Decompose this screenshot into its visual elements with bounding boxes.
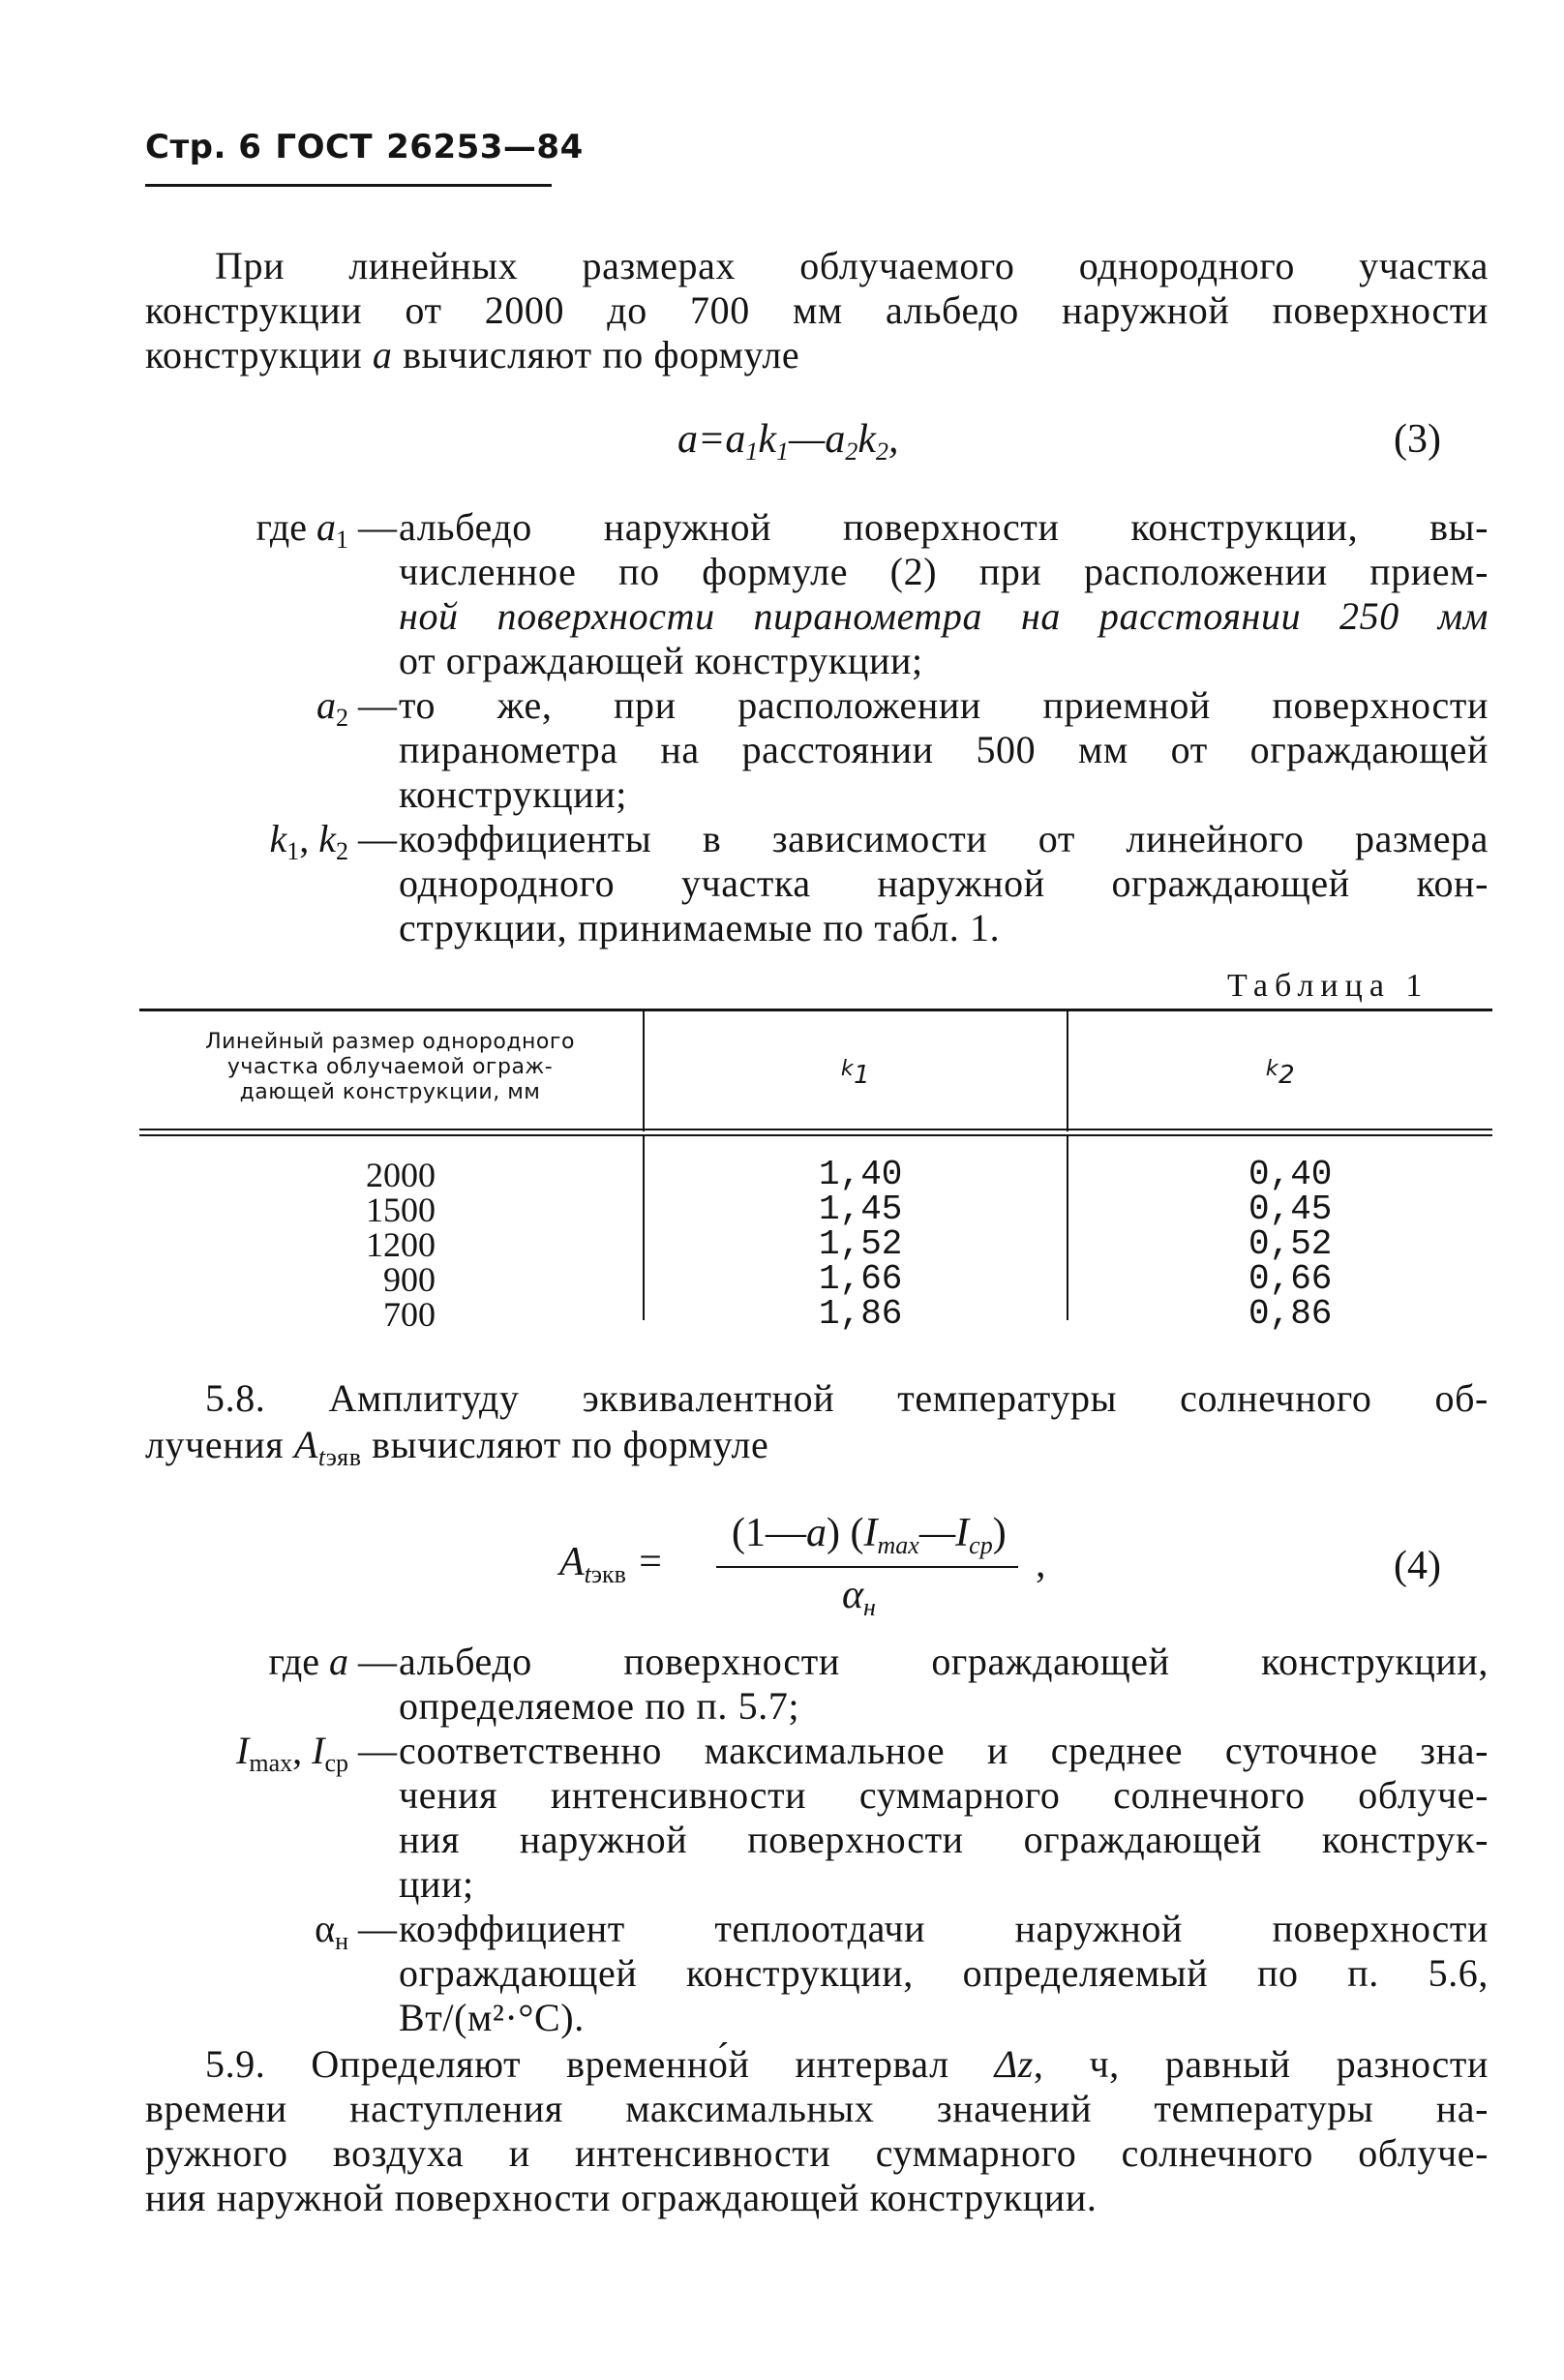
table-cell: 2000 [366, 1156, 436, 1194]
standard-label: ГОСТ [275, 128, 374, 166]
table-top-rule [139, 1009, 1492, 1011]
table-cell: 0,40 [1248, 1155, 1333, 1194]
section-59-line-4: ния наружной поверхности ограждающей конструкции. [145, 2176, 1098, 2219]
table-vline-body-2 [1067, 1136, 1068, 1320]
formula-4-fraction-line [716, 1566, 1018, 1568]
def-alpha-line-1: коэффициент теплоотдачи наружной поверхности [399, 1907, 1489, 1950]
def-a1-line-1: альбедо наружной поверхности конструкции, вы- [399, 505, 1489, 549]
intro-line-1: При линейных размерах облучаемого однородного участка [215, 244, 1489, 287]
def-a-line-1: альбедо поверхности ограждающей конструкции, [399, 1640, 1489, 1683]
def-i-line-4: ции; [399, 1862, 474, 1906]
def-key-a1: где $a_1$ — [256, 505, 397, 554]
formula-4-numerator: (1—a) $(I_{max}—I_{ср})$ [732, 1511, 1007, 1559]
def-alpha-line-2: ограждающей конструкции, определяемый по п. 5.6, [399, 1951, 1489, 1995]
section-58-line-2: лучения $A_{tэяв}$ вычисляют по формуле [145, 1423, 769, 1471]
def-key-k: $k_1$, $k_2$ — [269, 817, 397, 865]
table-title: Таблица 1 [1227, 968, 1429, 1004]
def-key-a: где a — [268, 1640, 397, 1683]
def-i-line-2: чения интенсивности суммарного солнечного облуче- [399, 1773, 1489, 1817]
table-cell: 1500 [366, 1190, 436, 1229]
table-header-k2: $k_2$ [1265, 1057, 1296, 1090]
def-k-line-3: струкции, принимаемые по табл. 1. [399, 906, 1001, 949]
table-cell: 0,86 [1248, 1294, 1333, 1334]
table-cell: 1,45 [819, 1190, 903, 1229]
def-a2-line-2: пиранометра на расстоянии 500 мм от ограждающей [399, 728, 1489, 771]
table-header-rule-1 [139, 1129, 1492, 1130]
table-header-rule-2 [139, 1134, 1492, 1136]
table-cell: 0,66 [1248, 1259, 1333, 1299]
def-alpha-line-3: Вт/(м²·°С). [399, 1996, 585, 2039]
def-i-line-1: соответственно максимальное и среднее суточное зна- [399, 1729, 1489, 1772]
equation-number-3: (3) [1394, 417, 1441, 462]
section-59-line-2: времени наступления максимальных значений температуры на- [145, 2087, 1489, 2130]
table-cell: 0,52 [1248, 1224, 1333, 1264]
def-a2-line-1: то же, при расположении приемной поверхности [399, 683, 1489, 727]
section-59-line-1: 5.9. Определяют временно́й интервал Δz, ч, равный разности [205, 2042, 1489, 2086]
table-cell: 1200 [366, 1225, 436, 1264]
table-cell: 1,40 [819, 1155, 903, 1194]
def-a1-line-3: ной поверхности пиранометра на расстоянии 250 мм [399, 594, 1489, 638]
table-cell: 1,86 [819, 1294, 903, 1334]
equation-number-4: (4) [1394, 1544, 1441, 1588]
def-i-line-3: ния наружной поверхности ограждающей конструк- [399, 1818, 1489, 1861]
section-59-line-3: ружного воздуха и интенсивности суммарного солнечного облуче- [145, 2131, 1489, 2175]
table-header-k1: $k_1$ [840, 1057, 871, 1090]
def-key-i: $I_{max}$, $I_{ср}$ — [236, 1729, 397, 1777]
table-cell: 900 [383, 1260, 436, 1299]
def-a2-line-3: конструкции; [399, 772, 627, 816]
def-key-a2: $a_2$ — [316, 683, 397, 732]
table-cell: 700 [383, 1295, 436, 1334]
def-k-line-2: однородного участка наружной ограждающей кон- [399, 861, 1489, 905]
section-58-line-1: 5.8. Амплитуду эквивалентной температуры солнечного об- [205, 1376, 1489, 1420]
header-rule [145, 184, 552, 187]
table-cell: 0,45 [1248, 1190, 1333, 1229]
def-k-line-1: коэффициенты в зависимости от линейного размера [399, 817, 1489, 860]
table-col-sizes [290, 1158, 436, 1332]
intro-line-3: конструкции a вычисляют по формуле [145, 333, 800, 377]
def-a1-line-2: численное по формуле (2) при расположении прием- [399, 550, 1489, 593]
standard-number: 26253—84 [386, 128, 584, 166]
table-cell: 1,52 [819, 1224, 903, 1264]
def-a1-line-4: от ограждающей конструкции; [399, 639, 923, 682]
table-col-k2 [1248, 1155, 1333, 1334]
formula-4-comma: , [1036, 1542, 1046, 1586]
formula-4-lhs: $A_{tэкв}$ = [559, 1540, 664, 1588]
table-header-size: Линейный размер однородного участка облучаемой ограж- дающей конструкции, мм [205, 1030, 575, 1104]
formula-4-denominator: $\alpha_н$ [842, 1573, 876, 1621]
def-key-alpha: $\alpha_н$ — [315, 1907, 397, 1955]
page-number: Стр. 6 [145, 128, 262, 166]
formula-3: $a=a_1k_1—a_2k_2$, [677, 417, 899, 466]
table-vline-body-1 [643, 1136, 645, 1320]
def-a-line-2: определяемое по п. 5.7; [399, 1684, 800, 1728]
page-header [145, 128, 584, 166]
intro-line-2: конструкции от 2000 до 700 мм альбедо наружной поверхности [145, 288, 1489, 332]
table-col-k1 [819, 1155, 903, 1334]
table-cell: 1,66 [819, 1259, 903, 1299]
